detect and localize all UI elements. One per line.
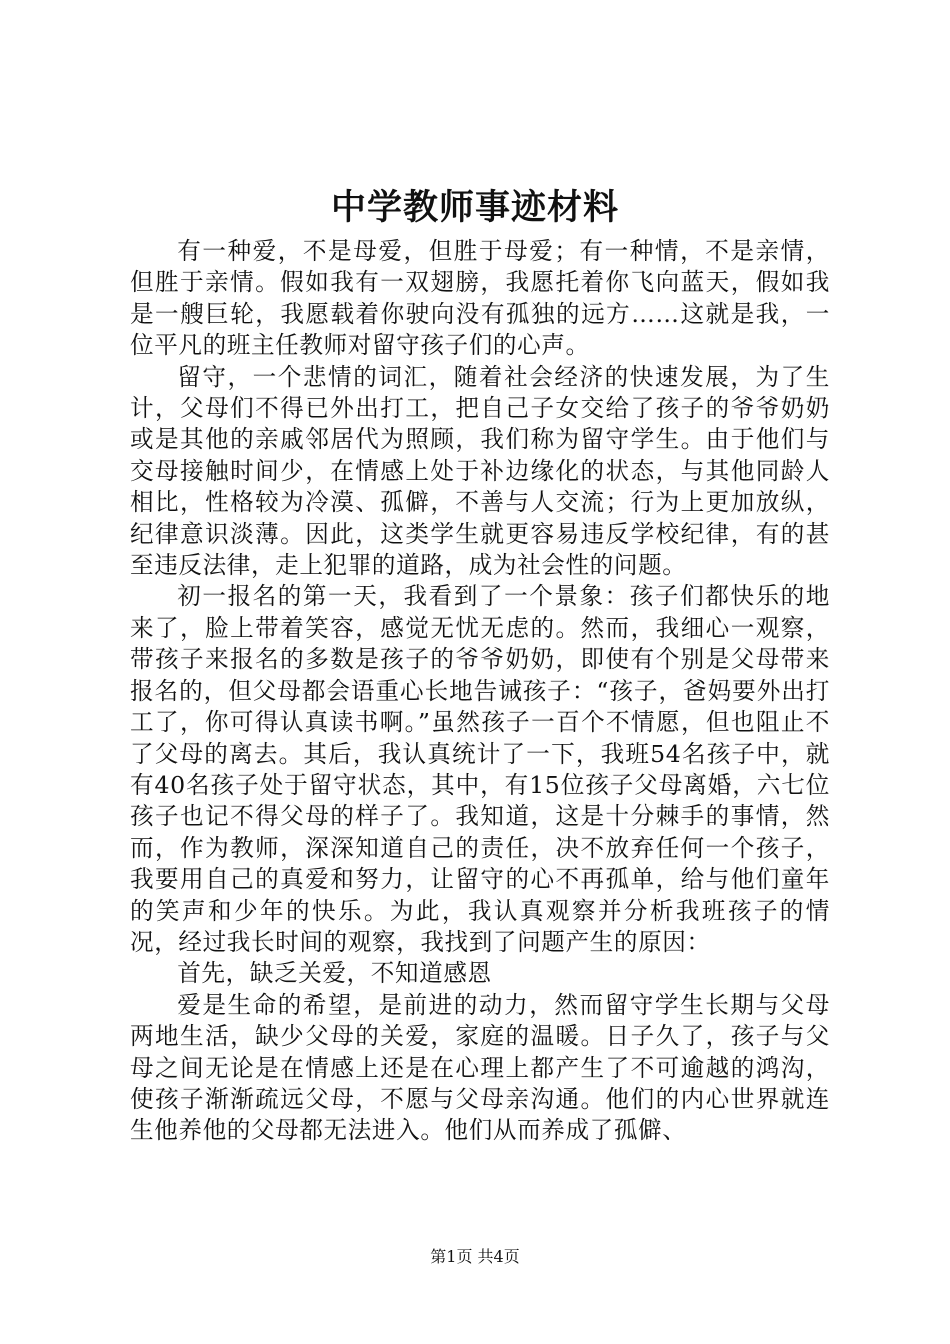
paragraph: 爱是生命的希望，是前进的动力，然而留守学生长期与父母两地生活，缺少父母的关爱，家庭的温暖。日子久了，孩子与父母之间无论是在情感上还是在心理上都产生了不可逾越的鸿沟，使孩子渐渐疏远父母，不愿与父母亲沟通。他们的内心世界就连生他养他的父母都无法进入。他们从而养成了孤僻、 [130, 990, 830, 1145]
document-title: 中学教师事迹材料 [330, 187, 619, 228]
paragraph: 初一报名的第一天，我看到了一个景象：孩子们都快乐的地来了，脸上带着笑容，感觉无忧无虑的。然而，我细心一观察，带孩子来报名的多数是孩子的爷爷奶奶，即使有个别是父母带来报名的，但父母都会语重心长地告诫孩子：“孩子，爸妈要外出打工了，你可得认真读书啊。”虽然孩子一百个不情愿，但也阻止不了父母的离去。其后，我认真统计了一下，我班54名孩子中，就有40名孩子处于留守状态，其中，有15位孩子父母离婚，六七位孩子也记不得父母的样子了。我知道，这是十分棘手的事情，然而，作为教师，深深知道自己的责任，决不放弃任何一个孩子，我要用自己的真爱和努力，让留守的心不再孤单，给与他们童年的笑声和少年的快乐。为此，我认真观察并分析我班孩子的情况，经过我长时间的观察，我找到了问题产生的原因： [130, 582, 830, 956]
page-number: 第1页 共4页 [430, 1247, 520, 1266]
paragraph: 有一种爱，不是母爱，但胜于母爱；有一种情，不是亲情，但胜于亲情。假如我有一双翅膀，我愿托着你飞向蓝天，假如我是一艘巨轮，我愿载着你驶向没有孤独的远方……这就是我，一位平凡的班主任教师对留守孩子们的心声。 [130, 237, 830, 360]
section-heading: 首先，缺乏关爱，不知道感恩 [177, 959, 492, 988]
document-body [130, 236, 830, 1147]
paragraph: 留守，一个悲情的词汇，随着社会经济的快速发展，为了生计，父母们不得已外出打工，把自己子女交给了孩子的爷爷奶奶或是其他的亲戚邻居代为照顾，我们称为留守学生。由于他们与交母接触时间少，在情感上处于补边缘化的状态，与其他同龄人相比，性格较为冷漠、孤僻，不善与人交流；行为上更加放纵，纪律意识淡薄。因此，这类学生就更容易违反学校纪律，有的甚至违反法律，走上犯罪的道路，成为社会性的问题。 [130, 362, 830, 580]
